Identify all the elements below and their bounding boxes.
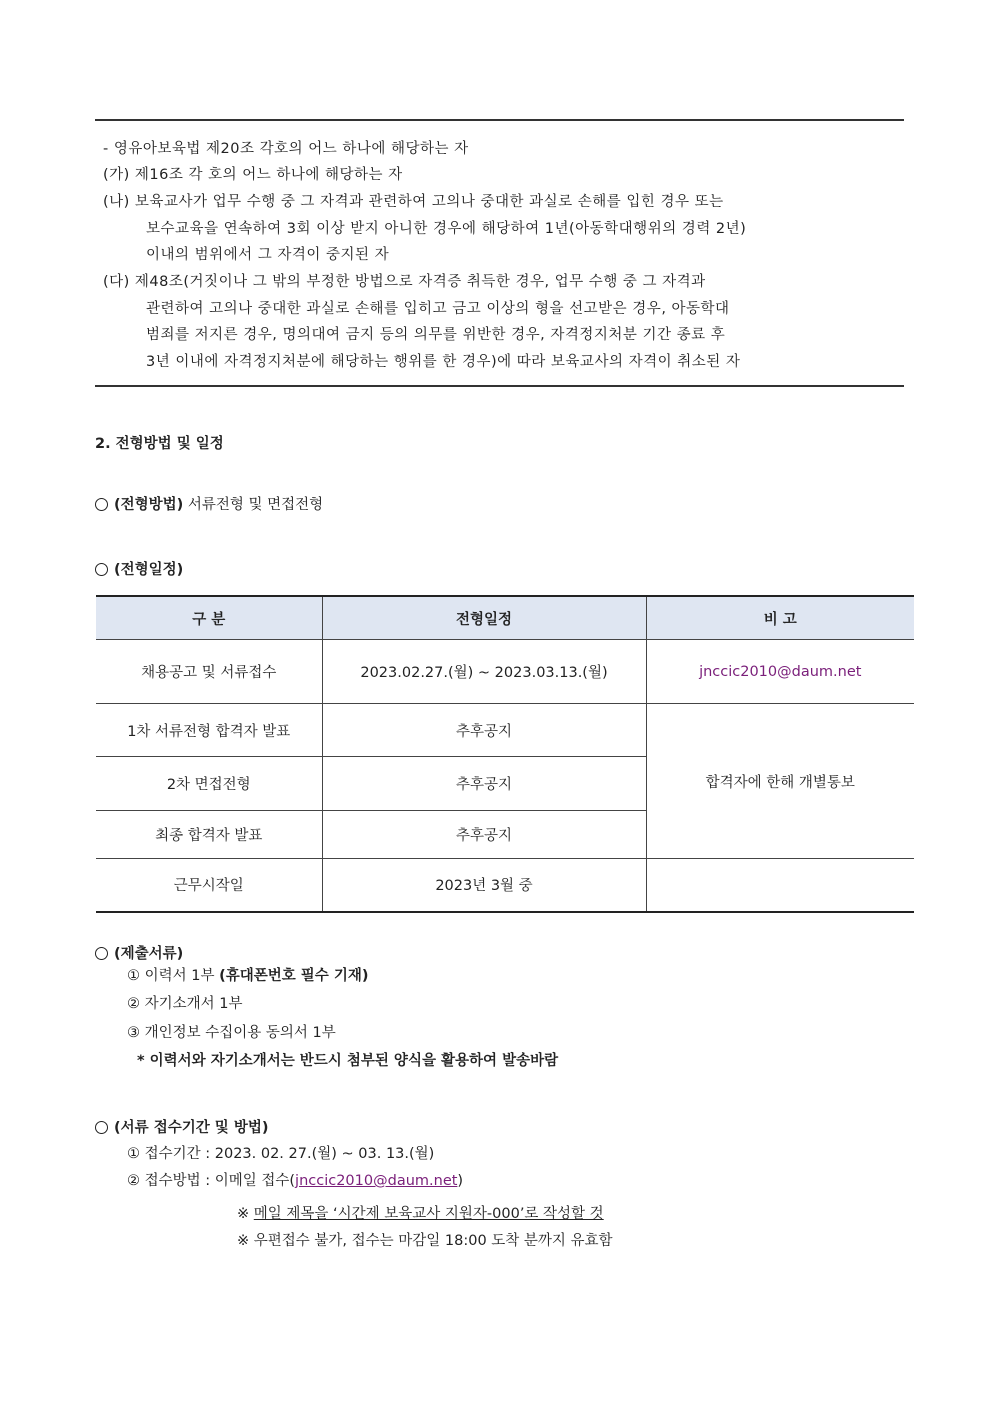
schedule-table — [96, 595, 914, 913]
cell-schedule: 추후공지 — [322, 704, 646, 757]
bottom-rule — [95, 385, 904, 387]
method-label: (전형방법) — [114, 497, 184, 513]
submission-note-1 — [237, 1202, 604, 1223]
cell-remarks-merged: 합격자에 한해 개별통보 — [646, 704, 914, 859]
header-category: 구 분 — [96, 596, 322, 640]
submission-method-text: ② 접수방법 : 이메일 접수( — [127, 1173, 296, 1189]
section-title: 2. 전형방법 및 일정 — [95, 436, 224, 452]
top-rule — [95, 119, 904, 121]
documents-label: (제출서류) — [114, 946, 184, 962]
method-text: 서류전형 및 면접전형 — [187, 497, 324, 513]
note-1-text: 메일 제목을 ‘시간제 보육교사 지원자-000’로 작성할 것 — [253, 1206, 604, 1222]
disq-line-5: 이내의 범위에서 그 자격이 중지된 자 — [146, 247, 390, 263]
disq-line-3: (나) 보육교사가 업무 수행 중 그 자격과 관련하여 고의나 중대한 과실로 손해를 입힌 경우 또는 — [103, 194, 724, 210]
circle-bullet-icon — [95, 1121, 108, 1134]
cell-schedule: 추후공지 — [322, 757, 646, 811]
table-header-row — [96, 596, 914, 640]
documents-item-2: ② 자기소개서 1부 — [127, 996, 243, 1012]
table-row — [96, 704, 914, 757]
header-schedule: 전형일정 — [322, 596, 646, 640]
submission-email-link[interactable]: jnccic2010@daum.net — [295, 1173, 458, 1189]
documents-label-line — [95, 942, 183, 963]
submission-method-suffix: ) — [457, 1173, 464, 1189]
circle-bullet-icon — [95, 947, 108, 960]
documents-item-1 — [127, 964, 369, 985]
method-line — [95, 493, 323, 514]
submission-label-line — [95, 1116, 268, 1137]
disq-line-2: (가) 제16조 각 호의 어느 하나에 해당하는 자 — [103, 167, 403, 183]
cell-category: 1차 서류전형 합격자 발표 — [96, 704, 322, 757]
cell-schedule: 2023년 3월 중 — [322, 859, 646, 912]
cell-category: 채용공고 및 서류접수 — [96, 640, 322, 704]
cell-schedule: 2023.02.27.(월) ~ 2023.03.13.(월) — [322, 640, 646, 704]
disq-line-7: 관련하여 고의나 중대한 과실로 손해를 입히고 금고 이상의 형을 선고받은 경우, 아동학대 — [146, 301, 730, 317]
disq-line-4: 보수교육을 연속하여 3회 이상 받지 아니한 경우에 해당하여 1년(아동학대행위의 경력 2년) — [146, 221, 747, 237]
cell-remarks — [646, 859, 914, 912]
submission-note-2: ※ 우편접수 불가, 접수는 마감일 18:00 도착 분까지 유효함 — [237, 1233, 613, 1249]
email-link[interactable]: jnccic2010@daum.net — [646, 640, 914, 704]
cell-category: 2차 면접전형 — [96, 757, 322, 811]
cell-category: 근무시작일 — [96, 859, 322, 912]
submission-method — [127, 1169, 463, 1190]
circle-bullet-icon — [95, 563, 108, 576]
note-mark: ※ — [237, 1206, 254, 1222]
disq-line-8: 범죄를 저지른 경우, 명의대여 금지 등의 의무를 위반한 경우, 자격정지처분 기간 종료 후 — [146, 327, 726, 343]
header-remarks: 비 고 — [646, 596, 914, 640]
submission-period: ① 접수기간 : 2023. 02. 27.(월) ~ 03. 13.(월) — [127, 1146, 435, 1162]
circle-bullet-icon — [95, 498, 108, 511]
submission-label: (서류 접수기간 및 방법) — [114, 1120, 269, 1136]
schedule-label: (전형일정) — [114, 562, 184, 578]
documents-item-3: ③ 개인정보 수집이용 동의서 1부 — [127, 1025, 336, 1041]
table-row — [96, 640, 914, 704]
cell-category: 최종 합격자 발표 — [96, 811, 322, 859]
disq-line-9: 3년 이내에 자격정지처분에 해당하는 행위를 한 경우)에 따라 보육교사의 자격이 취소된 자 — [146, 354, 741, 370]
schedule-label-line — [95, 558, 183, 579]
disq-line-6: (다) 제48조(거짓이나 그 밖의 부정한 방법으로 자격증 취득한 경우, 업무 수행 중 그 자격과 — [103, 274, 706, 290]
documents-item-1-text: ① 이력서 1부 — [127, 968, 220, 984]
cell-schedule: 추후공지 — [322, 811, 646, 859]
documents-item-1-bold: (휴대폰번호 필수 기재) — [219, 968, 369, 984]
documents-note: * 이력서와 자기소개서는 반드시 첨부된 양식을 활용하여 발송바람 — [137, 1053, 559, 1069]
table-row — [96, 859, 914, 912]
disq-line-1: - 영유아보육법 제20조 각호의 어느 하나에 해당하는 자 — [103, 141, 469, 157]
